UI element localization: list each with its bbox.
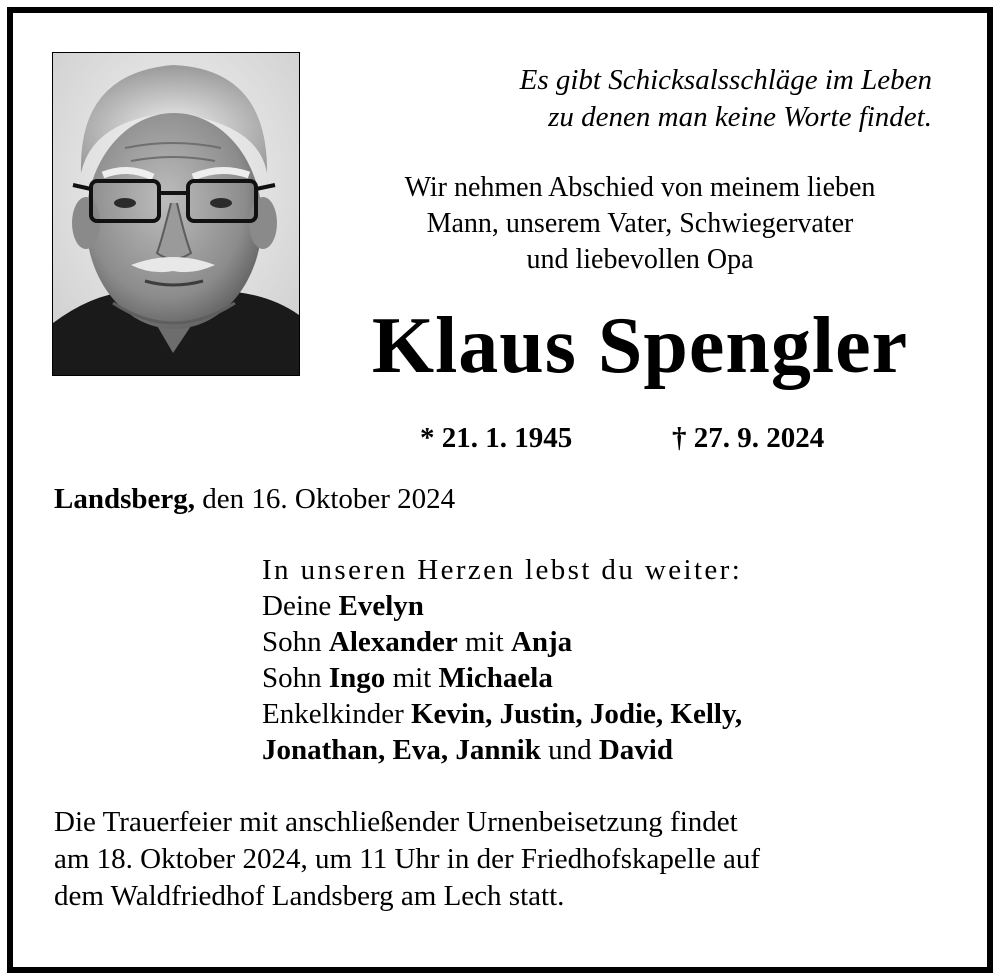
portrait-illustration [53,53,299,375]
place-date-text: den 16. Oktober 2024 [195,483,456,515]
family-prefix: Sohn [262,626,329,658]
portrait-photo [52,52,300,376]
family-prefix: Sohn [262,662,329,694]
quote [320,62,932,136]
funeral-line: dem Waldfriedhof Landsberg am Lech statt. [54,880,565,912]
family-member-name: Kevin, Justin, Jodie, Kelly, [410,698,743,730]
death-date: † 27. 9. 2024 [672,422,825,454]
family-member-name: Jonathan, Eva, Jannik [262,734,541,766]
family-connector: und [540,734,599,766]
family-member-name: Michaela [438,662,553,694]
quote-line: Es gibt Schicksalsschläge im Leben [519,64,932,96]
family-wife [262,588,742,624]
family-son1 [262,624,742,660]
intro-line: Mann, unserem Vater, Schwiegervater [426,208,854,239]
family-son2 [262,660,742,696]
family-member-name: David [598,734,673,766]
intro-text [320,170,960,278]
funeral-line: am 18. Oktober 2024, um 11 Uhr in der Friedhofskapelle auf [54,843,761,875]
family-member-name: Evelyn [338,590,424,622]
birth-date: * 21. 1. 1945 [420,422,573,454]
family-prefix: Enkelkinder [262,698,411,730]
intro-line: und liebevollen Opa [526,244,754,275]
family-prefix: Deine [262,590,339,622]
family-member-name: Anja [510,626,573,658]
intro-line: Wir nehmen Abschied von meinem lieben [404,172,876,203]
family-grandchildren [262,696,742,732]
funeral-notice [54,804,954,915]
family-member-name: Ingo [328,662,386,694]
family-list [262,552,742,768]
deceased-name: Klaus Spengler [371,302,909,390]
family-member-name: Alexander [328,626,458,658]
family-heading: In unseren Herzen lebst du weiter: [262,554,743,586]
quote-line: zu denen man keine Worte findet. [548,101,932,133]
place-date [54,481,455,517]
place-city: Landsberg, [54,483,196,515]
family-connector: mit [385,662,439,694]
funeral-line: Die Trauerfeier mit anschließender Urnenbeisetzung findet [54,806,738,838]
family-connector: mit [457,626,511,658]
family-grandchildren-cont [262,732,742,768]
